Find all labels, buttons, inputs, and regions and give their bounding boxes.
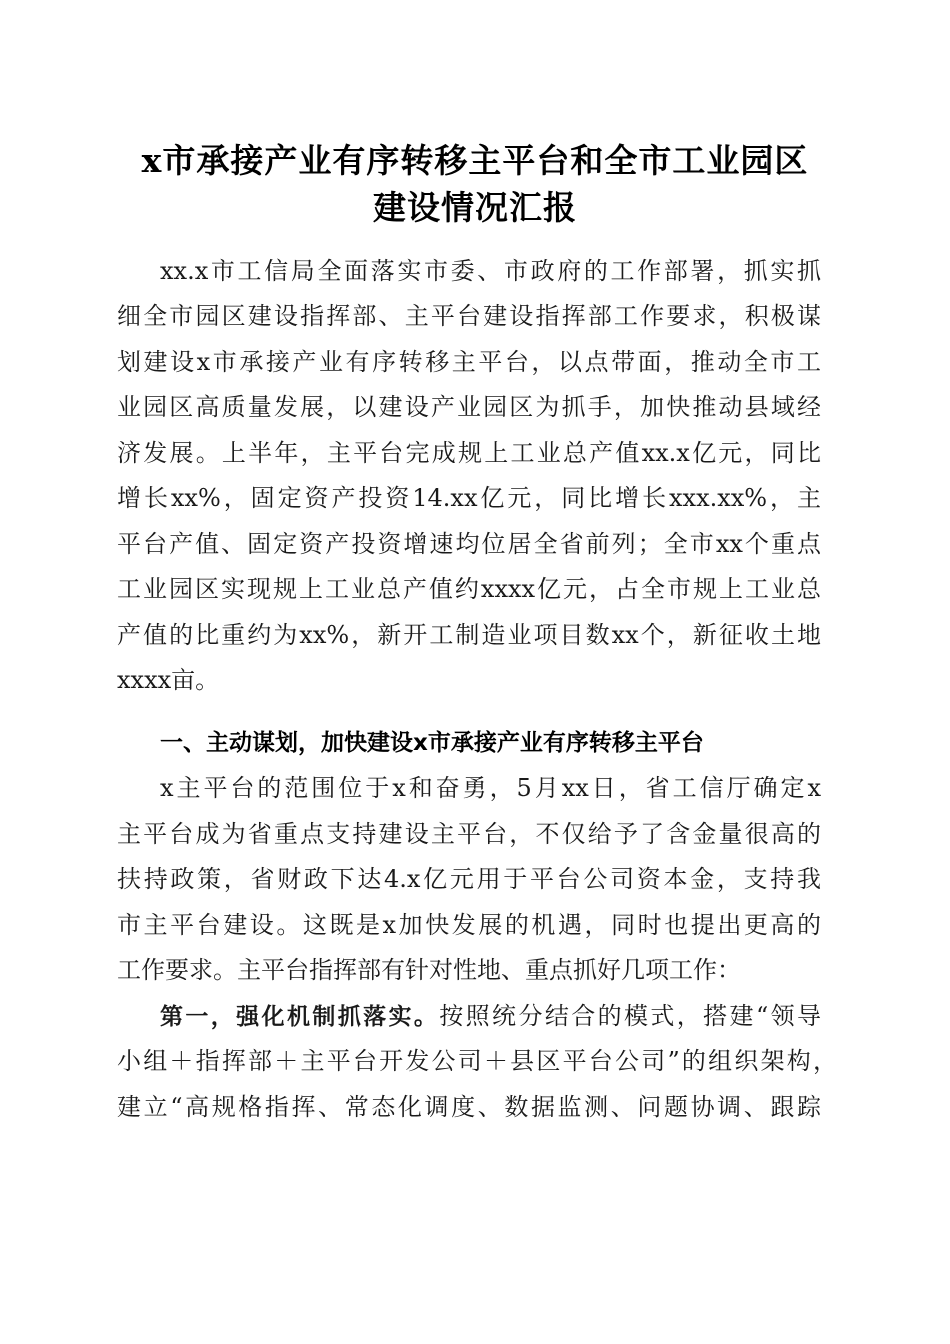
document-title-line-2: 建设情况汇报 <box>373 188 577 227</box>
paragraph-line: xx.x市工信局全面落实市委、市政府的工作部署，抓实抓 <box>160 257 821 285</box>
paragraph-lead-bold: 第一，强化机制抓落实。 <box>160 1004 440 1030</box>
paragraph-line: 市主平台建设。这既是x加快发展的机遇，同时也提出更高的 <box>117 911 821 939</box>
paragraph-line: 平台产值、固定资产投资增速均位居全省前列；全市xx个重点 <box>117 530 821 558</box>
paragraph-line: 划建设x市承接产业有序转移主平台，以点带面，推动全市工 <box>117 348 821 376</box>
paragraph-line: 小组＋指挥部＋主平台开发公司＋县区平台公司”的组织架构， <box>117 1047 837 1075</box>
document-title-line-1: x市承接产业有序转移主平台和全市工业园区 <box>141 141 809 180</box>
paragraph-line: 业园区高质量发展，以建设产业园区为抓手，加快推动县域经 <box>117 393 821 421</box>
paragraph-line: 细全市园区建设指挥部、主平台建设指挥部工作要求，积极谋 <box>117 302 821 330</box>
paragraph-line: 工作要求。主平台指挥部有针对性地、重点抓好几项工作： <box>117 956 741 984</box>
paragraph-line: 建立“高规格指挥、常态化调度、数据监测、问题协调、跟踪 <box>117 1093 821 1121</box>
paragraph-line: 工业园区实现规上工业总产值约xxxx亿元，占全市规上工业总 <box>117 575 821 603</box>
paragraph-line: 扶持政策，省财政下达4.x亿元用于平台公司资本金，支持我 <box>117 865 821 893</box>
paragraph-line: xxxx亩。 <box>117 666 220 694</box>
paragraph-line: x主平台的范围位于x和奋勇，5月xx日，省工信厅确定x <box>160 774 821 802</box>
paragraph-line: 主平台成为省重点支持建设主平台，不仅给予了含金量很高的 <box>117 820 821 848</box>
paragraph-line-rest: 按照统分结合的模式，搭建“领导 <box>439 1002 821 1030</box>
paragraph-line: 济发展。上半年，主平台完成规上工业总产值xx.x亿元，同比 <box>117 439 821 467</box>
section-heading-1: 一、主动谋划，加快建设x市承接产业有序转移主平台 <box>160 730 704 756</box>
paragraph-line: 增长xx%，固定资产投资14.xx亿元，同比增长xxx.xx%，主 <box>117 484 821 512</box>
paragraph-line <box>160 1000 821 1033</box>
paragraph-line: 产值的比重约为xx%，新开工制造业项目数xx个，新征收土地 <box>117 621 821 649</box>
